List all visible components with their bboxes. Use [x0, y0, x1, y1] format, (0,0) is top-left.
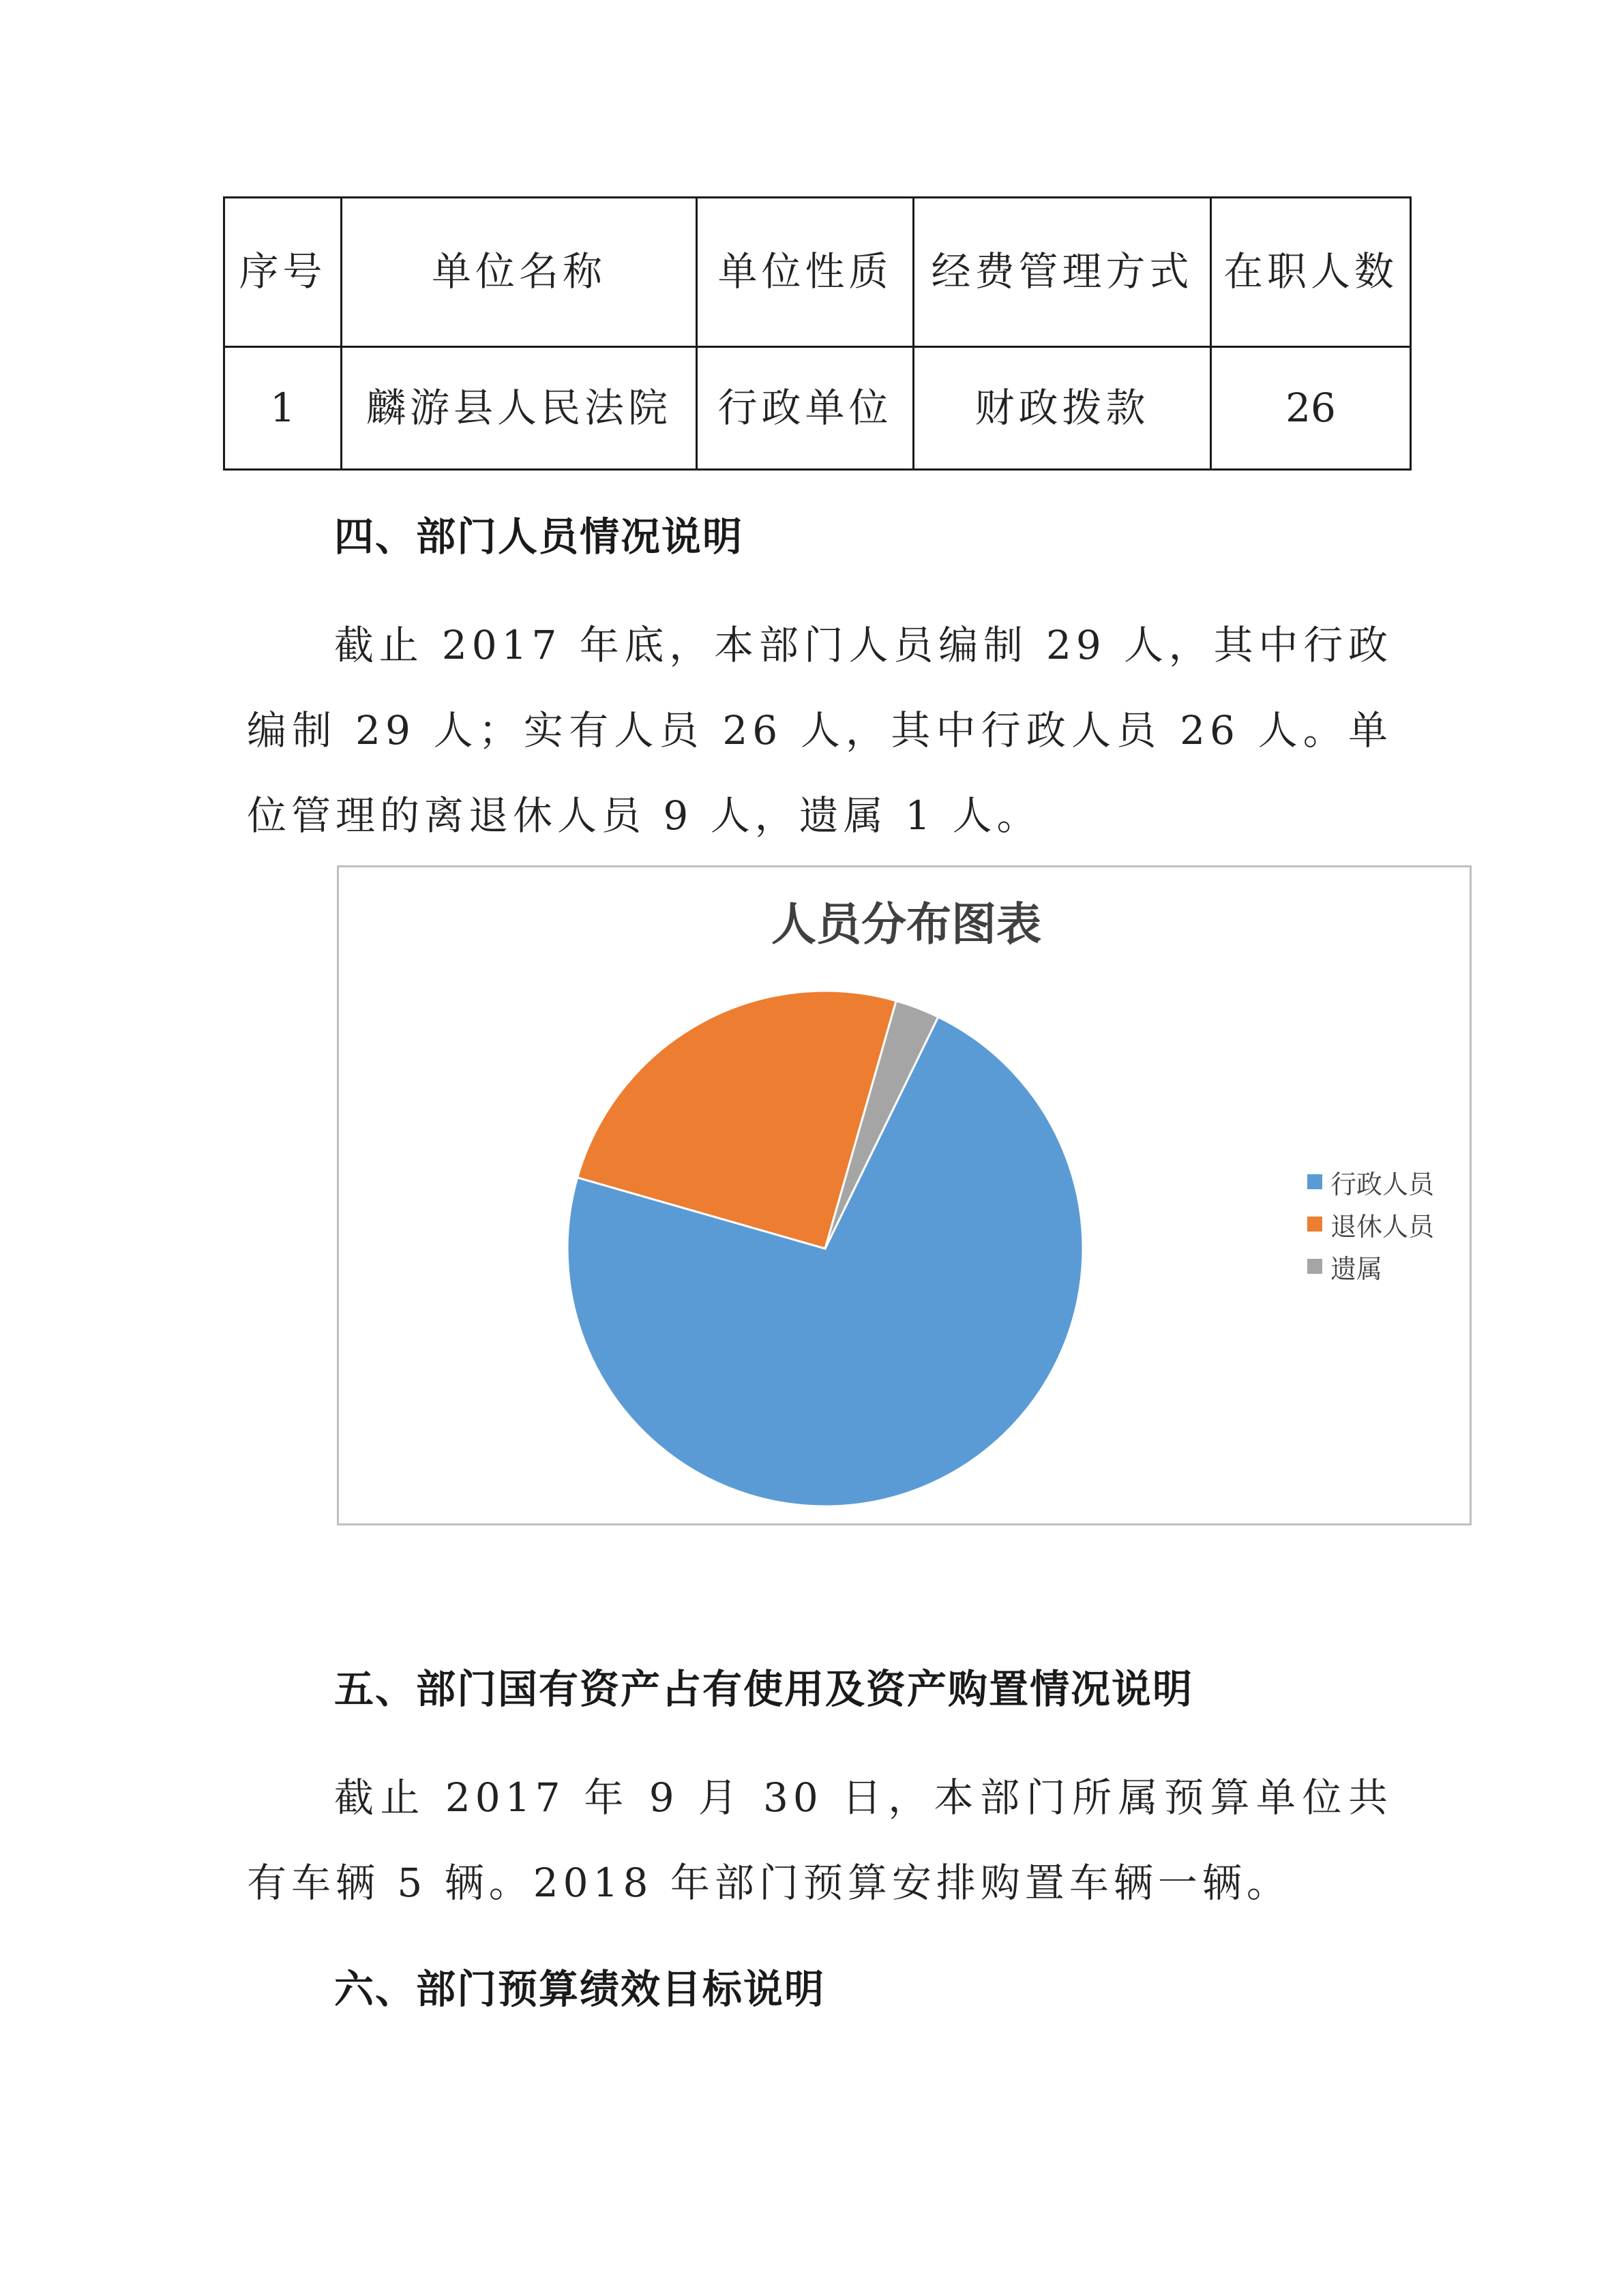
- table-header-row: [224, 198, 1411, 347]
- header-cell-unit-type: 单位性质: [697, 198, 914, 347]
- legend-label-dependents: 遗属: [1330, 1253, 1383, 1284]
- legend-swatch-dependents: [1307, 1259, 1322, 1274]
- legend-item-retired: [1307, 1203, 1434, 1245]
- legend-swatch-admin: [1307, 1174, 1322, 1189]
- chart-legend: [1307, 1161, 1434, 1287]
- table-row: [224, 347, 1411, 470]
- section-4-heading: 四、部门人员情况说明: [334, 513, 744, 560]
- section-5-heading: 五、部门国有资产占有使用及资产购置情况说明: [334, 1666, 1194, 1712]
- legend-swatch-retired: [1307, 1217, 1322, 1232]
- legend-item-admin: [1307, 1161, 1434, 1203]
- legend-item-dependents: [1307, 1245, 1434, 1287]
- cell-unit-type: 行政单位: [697, 347, 914, 470]
- section-5-paragraph: 截止 2017 年 9 月 30 日，本部门所属预算单位共有车辆 5 辆。2018 年部门预算安排购置车辆一辆。: [247, 1774, 1393, 1906]
- legend-label-retired: 退休人员: [1330, 1211, 1435, 1242]
- unit-info-table: [223, 196, 1412, 471]
- header-cell-staff-count: 在职人数: [1211, 198, 1411, 347]
- header-cell-unit-name: 单位名称: [342, 198, 697, 347]
- pie-chart-canvas: [339, 867, 1470, 1523]
- section-6-heading: 六、部门预算绩效目标说明: [334, 1966, 826, 2012]
- header-cell-index: 序号: [224, 198, 342, 347]
- header-cell-funding-method: 经费管理方式: [914, 198, 1211, 347]
- cell-funding-method: 财政拨款: [914, 347, 1211, 470]
- cell-index: 1: [224, 347, 342, 470]
- cell-unit-name: 麟游县人民法院: [342, 347, 697, 470]
- chart-title: 人员分布图表: [771, 898, 1041, 951]
- staff-pie-chart: [337, 865, 1472, 1525]
- cell-staff-count: 26: [1211, 347, 1411, 470]
- section-4-paragraph: 截止 2017 年底，本部门人员编制 29 人，其中行政编制 29 人；实有人员 26 人，其中行政人员 26 人。单位管理的离退休人员 9 人，遗属 1 人。: [247, 622, 1393, 839]
- legend-label-admin: 行政人员: [1330, 1169, 1435, 1199]
